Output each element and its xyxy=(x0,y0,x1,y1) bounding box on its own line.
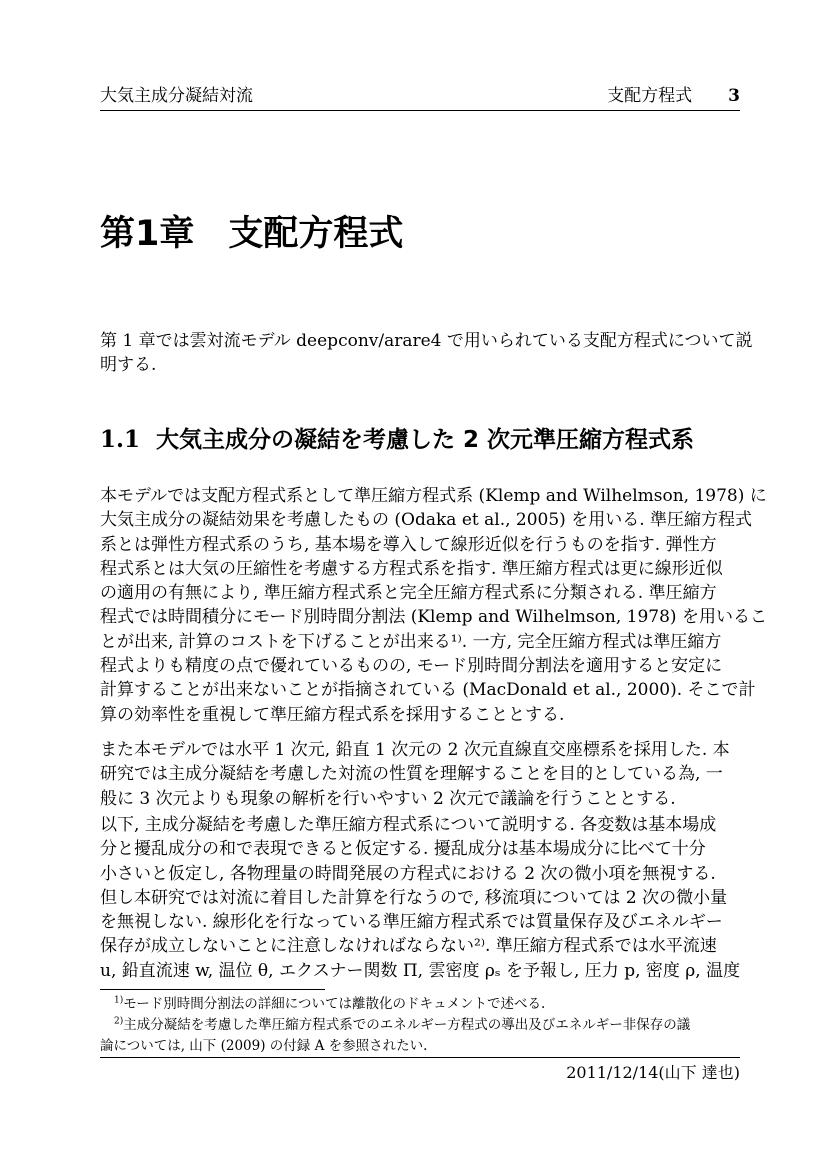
body-paragraph-2 xyxy=(100,738,740,811)
header-right xyxy=(607,86,740,106)
paragraph-line: 明する. xyxy=(100,355,157,376)
paragraph-line: を無視しない. 線形化を行なっている準圧縮方程式系では質量保存及びエネルギー xyxy=(100,912,723,933)
paragraph-line: また本モデルでは水平 1 次元, 鉛直 1 次元の 2 次元直線直交座標系を採用した. 本 xyxy=(100,740,730,760)
section-number: 1.1 xyxy=(100,426,141,453)
paragraph-line: 計算することが出来ないことが指摘されている (MacDonald et al., 2000). そこで計 xyxy=(100,680,756,701)
footnote-marker: 2) xyxy=(114,1016,124,1027)
paragraph-line: 算の効率性を重視して準圧縮方程式系を採用することとする. xyxy=(100,704,565,725)
paragraph-line: 程式では時間積分にモード別時間分割法 (Klemp and Wilhelmson, 1978) を用いるこ xyxy=(100,607,767,628)
page-header xyxy=(100,86,740,106)
footnote xyxy=(100,1015,740,1057)
footnote xyxy=(100,994,740,1015)
paragraph-line: 以下, 主成分凝結を考慮した準圧縮方程式系について説明する. 各変数は基本場成 xyxy=(100,815,717,835)
footnote-line: 論については, 山下 (2009) の付録 A を参照されたい. xyxy=(100,1038,428,1054)
header-rule xyxy=(100,110,740,111)
chapter-number: 第1章 xyxy=(100,214,195,254)
intro-paragraph xyxy=(100,329,753,378)
header-left-title: 大気主成分凝結対流 xyxy=(100,86,253,106)
paragraph-line: 分と擾乱成分の和で表現できると仮定する. 擾乱成分は基本場成分に比べて十分 xyxy=(100,839,706,860)
paragraph-line: 但し本研究では対流に着目した計算を行なうので, 移流項については 2 次の微小量 xyxy=(100,887,728,908)
section-heading xyxy=(100,425,740,455)
paragraph-line: 本モデルでは支配方程式系として準圧縮方程式系 (Klemp and Wilhelmson, 1978) に xyxy=(100,486,767,506)
chapter-title: 支配方程式 xyxy=(228,214,404,254)
paragraph-line: 保存が成立しないことに注意しなければならない²⁾. 準圧縮方程式系では水平流速 xyxy=(100,936,717,957)
paragraph-line: 程式系とは大気の圧縮性を考慮する方程式系を指す. 準圧縮方程式は更に線形近似 xyxy=(100,558,723,579)
footnote-separator xyxy=(100,989,325,990)
footnotes xyxy=(100,994,740,1057)
footnote-line: $^{2)}$主成分凝結を考慮した準圧縮方程式系でのエネルギー方程式の導出及びエネルギー非保存の議 xyxy=(114,1016,691,1033)
footnote-line: $^{1)}$モード別時間分割法の詳細については離散化のドキュメントで述べる. xyxy=(114,995,546,1012)
footer-rule xyxy=(100,1057,740,1058)
footer-date-author: 2011/12/14(山下 達也) xyxy=(566,1063,740,1082)
paragraph-line: 小さいと仮定し, 各物理量の時間発展の方程式における 2 次の微小項を無視する. xyxy=(100,863,716,884)
header-right-title: 支配方程式 xyxy=(607,86,693,106)
paragraph-line: 第 1 章では雲対流モデル deepconv/arare4 で用いられている支配方程式について説 xyxy=(100,331,753,351)
paragraph-line: 系とは弾性方程式系のうち, 基本場を導入して線形近似を行うものを指す. 弾性方 xyxy=(100,534,717,555)
paragraph-line: u, 鉛直流速 w, 温位 θ, エクスナー関数 Π, 雲密度 ρₛ を予報し, 圧力 p, 密度 ρ, 温度 xyxy=(100,960,741,981)
page-number: 3 xyxy=(728,86,740,106)
footnote-marker: 1) xyxy=(114,995,124,1006)
page-footer xyxy=(100,1062,740,1084)
paragraph-line: とが出来, 計算のコストを下げることが出来る¹⁾. 一方, 完全圧縮方程式は準圧縮方 xyxy=(100,631,722,652)
section-title: 大気主成分の凝結を考慮した 2 次元準圧縮方程式系 xyxy=(156,427,695,453)
paragraph-line: 程式よりも精度の点で優れているものの, モード別時間分割法を適用すると安定に xyxy=(100,656,723,677)
paragraph-line: 般に 3 次元よりも現象の解析を行いやすい 2 次元で議論を行うこととする. xyxy=(100,788,676,809)
body-paragraph-1 xyxy=(100,484,767,727)
chapter-heading xyxy=(100,214,740,254)
paragraph-line: の適用の有無により, 準圧縮方程式系と完全圧縮方程式系に分類される. 準圧縮方 xyxy=(100,583,717,604)
body-paragraph-3 xyxy=(100,813,740,983)
paragraph-line: 大気主成分の凝結効果を考慮したもの (Odaka et al., 2005) を用いる. 準圧縮方程式 xyxy=(100,510,753,531)
paragraph-line: 研究では主成分凝結を考慮した対流の性質を理解することを目的としている為, 一 xyxy=(100,764,723,785)
